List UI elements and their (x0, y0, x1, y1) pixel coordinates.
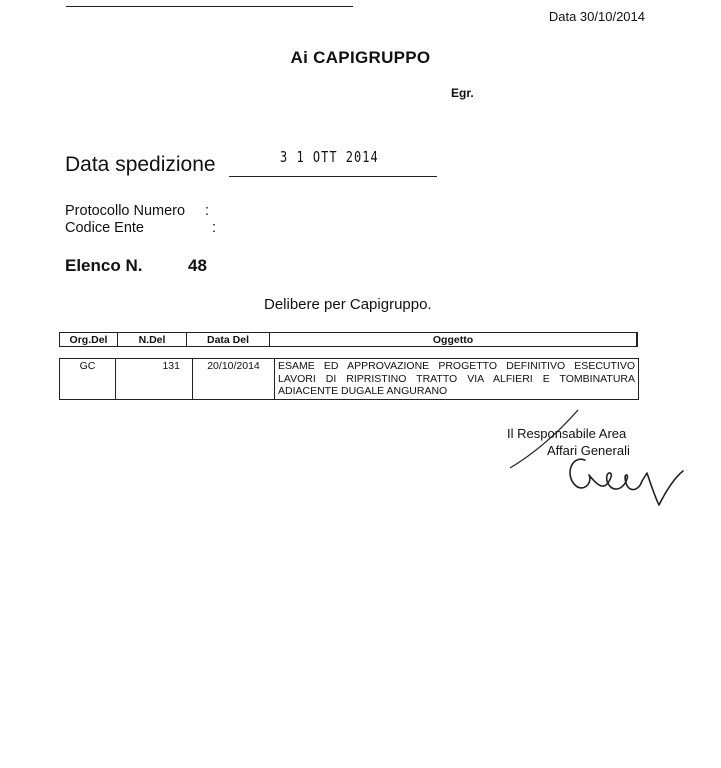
protocol-number-label: Protocollo Numero (65, 203, 186, 219)
document-date: Data 30/10/2014 (548, 9, 645, 24)
signatory-department: Affari Generali (547, 443, 630, 458)
shipping-date-label: Data spedizione (65, 153, 216, 176)
top-rule (66, 6, 353, 7)
table-row (60, 359, 639, 400)
column-header-org: Org.Del (60, 333, 118, 347)
signatory-title: Il Responsabile Area (507, 426, 627, 441)
shipping-date-underline (229, 176, 437, 177)
addressee-title: Ai CAPIGRUPPO (290, 48, 431, 67)
table-header (59, 332, 638, 347)
cell-date: 20/10/2014 (193, 359, 275, 400)
handwritten-signature (505, 405, 690, 515)
salutation: Egr. (451, 86, 474, 100)
cell-org: GC (60, 359, 116, 400)
shipping-date-stamp: 3 1 OTT 2014 (280, 148, 379, 166)
protocol-number-colon: : (205, 203, 210, 219)
list-subtitle: Delibere per Capigruppo. (264, 296, 432, 313)
deliberations-table (59, 358, 639, 400)
entity-code-label: Codice Ente (65, 220, 144, 236)
cell-number: 131 (116, 359, 193, 400)
list-number-value: 48 (188, 256, 207, 275)
cell-subject: ESAME ED APPROVAZIONE PROGETTO DEFINITIVO ESECUTIVO LAVORI DI RIPRISTINO TRATTO VIA ALFIERI E TOMBINATURA ADIACENTE DUGALE ANGURANO (278, 360, 635, 397)
column-header-subject: Oggetto (432, 334, 474, 346)
column-header-number: N.Del (118, 333, 187, 347)
list-number-label: Elenco N. (65, 256, 143, 275)
entity-code-colon: : (212, 220, 217, 236)
column-header-date: Data Del (187, 333, 270, 347)
